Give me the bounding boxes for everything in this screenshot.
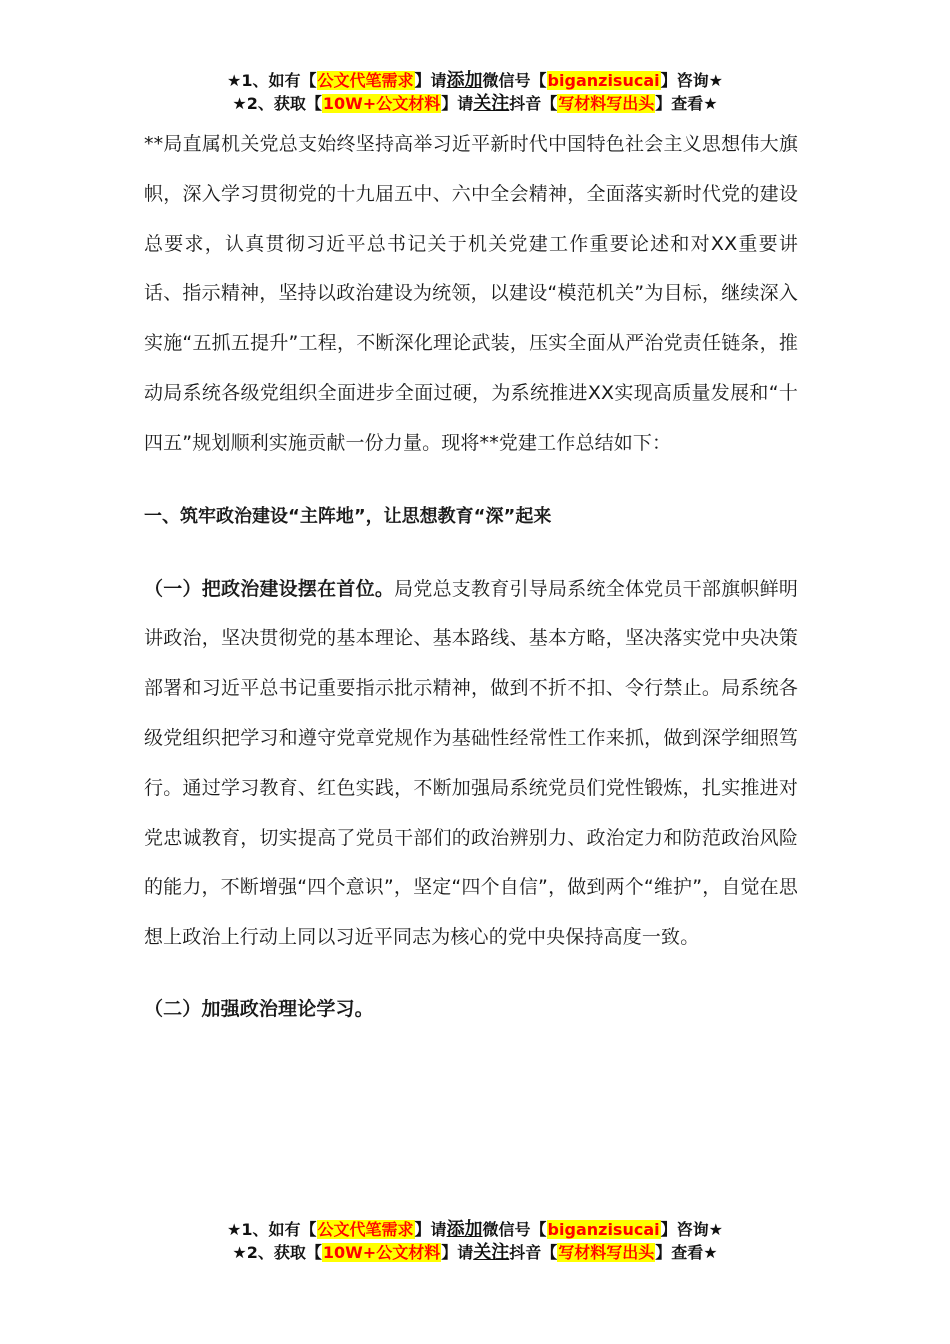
banner-text: 】请 [414,1220,447,1239]
banner-text: 】请 [441,1243,474,1262]
intro-paragraph: **局直属机关党总支始终坚持高举习近平新时代中国特色社会主义思想伟大旗帜，深入学习贯彻党的十九届五中、六中全会精神，全面落实新时代党的建设总要求，认真贯彻习近平总书记关于机关党建工作重要论述和对XX重要讲话、指示精神，坚持以政治建设为统领，以建设“模范机关”为目标，继续深入实施“五抓五提升”工程，不断深化理论武装，压实全面从严治党责任链条，推动局系统各级党组织全面进步全面过硬，为系统推进XX实现高质量发展和“十四五”规划顺利实施贡献一份力量。现将**党建工作总结如下： [144,133,798,454]
banner-text: 】查看★ [655,94,718,113]
banner-line-1 [0,69,950,92]
banner-line-2 [0,92,950,115]
banner-text: ★1、如有【 [227,71,317,90]
footer-banner [0,1218,950,1264]
header-banner [0,69,950,115]
banner-highlight: 10W+公文材料 [322,94,441,113]
banner-highlight: 公文代笔需求 [317,71,414,90]
banner-highlight: 写材料写出头 [558,1243,655,1262]
banner-emphasis: 关注 [473,93,510,114]
banner-text: 微信号【 [482,71,547,90]
banner-highlight: 写材料写出头 [558,94,655,113]
banner-text: ★1、如有【 [227,1220,317,1239]
banner-text: 】咨询★ [660,71,723,90]
banner-text: ★2、获取【 [232,1243,322,1262]
document-body [144,120,798,1035]
banner-line-1 [0,1218,950,1241]
banner-text: 】查看★ [655,1243,718,1262]
banner-text: 】咨询★ [660,1220,723,1239]
banner-text: 抖音【 [509,94,558,113]
banner-text: 微信号【 [482,1220,547,1239]
section-paragraph [144,565,798,963]
banner-text: ★2、获取【 [232,94,322,113]
banner-text: 】请 [441,94,474,113]
banner-highlight: biganzisucai [547,1220,660,1239]
banner-text: 抖音【 [509,1243,558,1262]
banner-text: 】请 [414,71,447,90]
banner-emphasis: 添加 [446,1219,483,1240]
banner-emphasis: 关注 [473,1242,510,1263]
banner-highlight: 10W+公文材料 [322,1243,441,1262]
banner-line-2 [0,1241,950,1264]
subsection-body: 局党总支教育引导局系统全体党员干部旗帜鲜明讲政治，坚决贯彻党的基本理论、基本路线、基本方略，坚决落实党中央决策部署和习近平总书记重要指示批示精神，做到不折不扣、令行禁止。局系统各级党组织把学习和遵守党章党规作为基础性经常性工作来抓，做到深学细照笃行。通过学习教育、红色实践，不断加强局系统党员们党性锻炼，扎实推进对党忠诚教育，切实提高了党员干部们的政治辨别力、政治定力和防范政治风险的能力，不断增强“四个意识”，坚定“四个自信”，做到两个“维护”，自觉在思想上政治上行动上同以习近平同志为核心的党中央保持高度一致。 [144,577,798,949]
section-heading: 一、筑牢政治建设“主阵地”，让思想教育“深”起来 [144,505,552,527]
banner-highlight: biganzisucai [547,71,660,90]
banner-emphasis: 添加 [446,70,483,91]
banner-highlight: 公文代笔需求 [317,1220,414,1239]
subsection-heading: （二）加强政治理论学习。 [144,997,374,1020]
subsection-title: （一）把政治建设摆在首位。 [144,577,395,600]
